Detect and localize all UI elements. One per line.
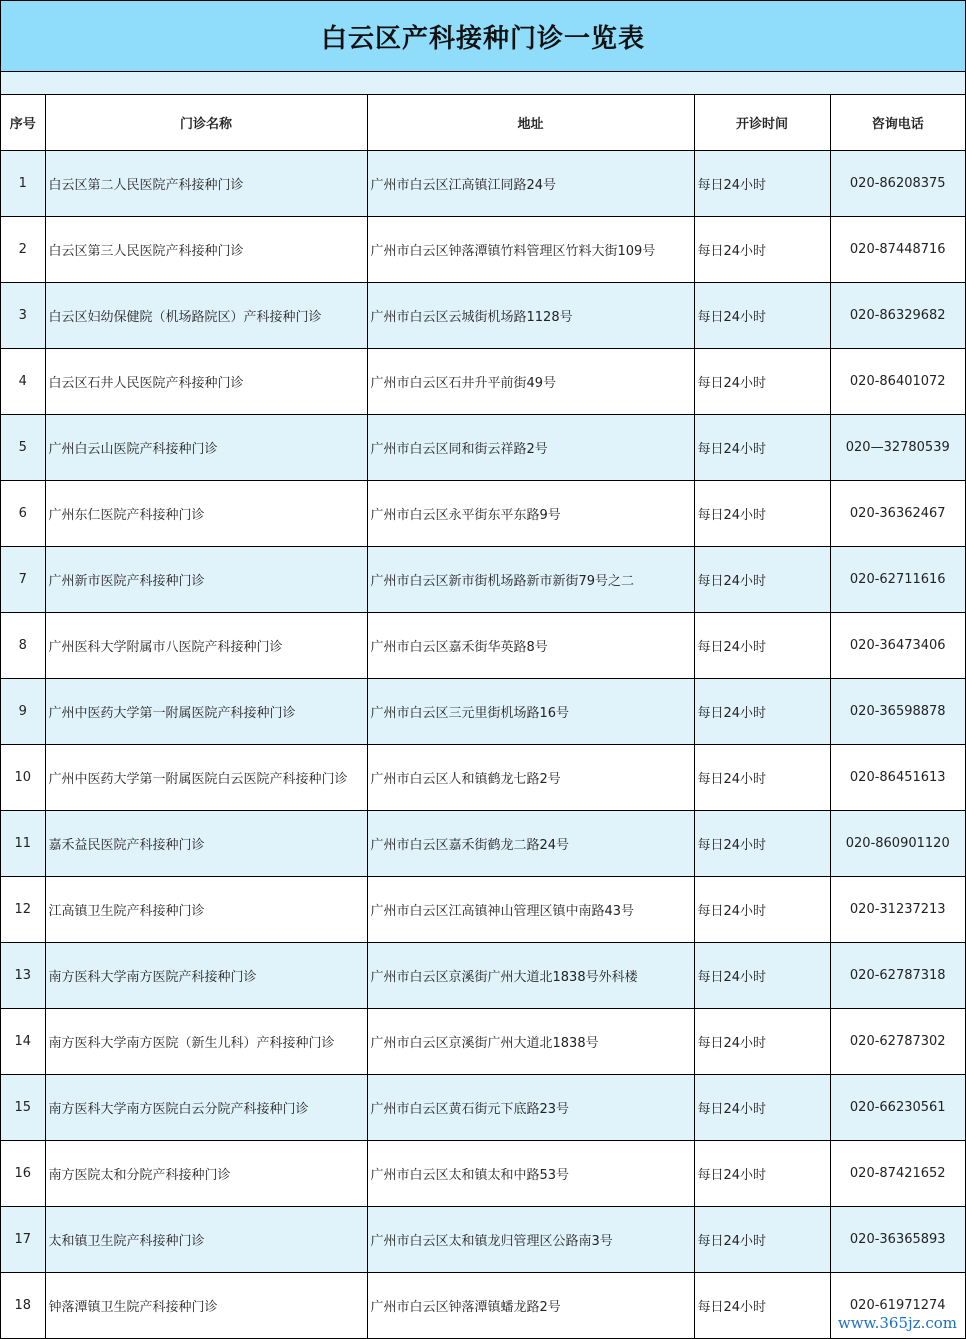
phone-cell: 020-36598878 [830,679,965,745]
hours-cell: 每日24小时 [694,283,830,349]
row-index-cell: 2 [1,217,45,283]
clinic-name-cell: 广州白云山医院产科接种门诊 [45,415,367,481]
row-index-cell: 18 [1,1273,45,1339]
table-row [1,1141,965,1207]
header-phone: 咨询电话 [830,95,965,151]
phone-cell: 020-860901120 [830,811,965,877]
clinic-name-cell: 南方医科大学南方医院白云分院产科接种门诊 [45,1075,367,1141]
hours-cell: 每日24小时 [694,877,830,943]
phone-cell: 020-66230561 [830,1075,965,1141]
table-row [1,679,965,745]
table-row [1,1009,965,1075]
clinic-table [1,95,965,1339]
row-index-cell: 17 [1,1207,45,1273]
hours-cell: 每日24小时 [694,481,830,547]
address-cell: 广州市白云区嘉禾街华英路8号 [367,613,694,679]
clinic-name-cell: 广州新市医院产科接种门诊 [45,547,367,613]
phone-cell: 020-62787302 [830,1009,965,1075]
phone-cell: 020-36362467 [830,481,965,547]
row-index-cell: 4 [1,349,45,415]
hours-cell: 每日24小时 [694,151,830,217]
phone-cell: 020-61971274 [830,1273,965,1339]
phone-cell: 020-87421652 [830,1141,965,1207]
address-cell: 广州市白云区钟落潭镇竹料管理区竹料大街109号 [367,217,694,283]
hours-cell: 每日24小时 [694,1075,830,1141]
address-cell: 广州市白云区江高镇神山管理区镇中南路43号 [367,877,694,943]
table-row [1,745,965,811]
address-cell: 广州市白云区京溪街广州大道北1838号 [367,1009,694,1075]
address-cell: 广州市白云区太和镇太和中路53号 [367,1141,694,1207]
clinic-name-cell: 广州中医药大学第一附属医院白云医院产科接种门诊 [45,745,367,811]
phone-cell: 020-36473406 [830,613,965,679]
title-bar [1,0,965,72]
phone-cell: 020-86451613 [830,745,965,811]
page-title: 白云区产科接种门诊一览表 [320,23,645,54]
phone-cell: 020-86208375 [830,151,965,217]
hours-cell: 每日24小时 [694,811,830,877]
row-index-cell: 1 [1,151,45,217]
hours-cell: 每日24小时 [694,679,830,745]
table-row [1,349,965,415]
hours-cell: 每日24小时 [694,1141,830,1207]
address-cell: 广州市白云区太和镇龙归管理区公路南3号 [367,1207,694,1273]
row-index-cell: 15 [1,1075,45,1141]
phone-cell: 020—32780539 [830,415,965,481]
hours-cell: 每日24小时 [694,349,830,415]
address-cell: 广州市白云区云城街机场路1128号 [367,283,694,349]
row-index-cell: 16 [1,1141,45,1207]
phone-cell: 020-62711616 [830,547,965,613]
header-address: 地址 [367,95,694,151]
phone-cell: 020-36365893 [830,1207,965,1273]
clinic-name-cell: 广州中医药大学第一附属医院产科接种门诊 [45,679,367,745]
hours-cell: 每日24小时 [694,217,830,283]
row-index-cell: 7 [1,547,45,613]
phone-cell: 020-86401072 [830,349,965,415]
table-row [1,283,965,349]
address-cell: 广州市白云区嘉禾街鹤龙二路24号 [367,811,694,877]
clinic-name-cell: 江高镇卫生院产科接种门诊 [45,877,367,943]
table-row [1,217,965,283]
address-cell: 广州市白云区石井升平前街49号 [367,349,694,415]
address-cell: 广州市白云区同和街云祥路2号 [367,415,694,481]
row-index-cell: 5 [1,415,45,481]
clinic-name-cell: 广州东仁医院产科接种门诊 [45,481,367,547]
spacer-row [1,72,965,95]
hours-cell: 每日24小时 [694,943,830,1009]
clinic-name-cell: 白云区第二人民医院产科接种门诊 [45,151,367,217]
header-index: 序号 [1,95,45,151]
address-cell: 广州市白云区人和镇鹤龙七路2号 [367,745,694,811]
phone-cell: 020-87448716 [830,217,965,283]
row-index-cell: 10 [1,745,45,811]
address-cell: 广州市白云区三元里街机场路16号 [367,679,694,745]
table-row [1,943,965,1009]
row-index-cell: 6 [1,481,45,547]
hours-cell: 每日24小时 [694,547,830,613]
watermark: www.365jz.com [835,1313,960,1333]
table-row [1,811,965,877]
row-index-cell: 13 [1,943,45,1009]
clinic-name-cell: 南方医院太和分院产科接种门诊 [45,1141,367,1207]
hours-cell: 每日24小时 [694,1207,830,1273]
clinic-name-cell: 钟落潭镇卫生院产科接种门诊 [45,1273,367,1339]
row-index-cell: 3 [1,283,45,349]
hours-cell: 每日24小时 [694,1009,830,1075]
header-name: 门诊名称 [45,95,367,151]
table-row [1,1273,965,1339]
table-row [1,415,965,481]
address-cell: 广州市白云区永平街东平东路9号 [367,481,694,547]
clinic-name-cell: 南方医科大学南方医院产科接种门诊 [45,943,367,1009]
phone-cell: 020-62787318 [830,943,965,1009]
header-hours: 开诊时间 [694,95,830,151]
table-row [1,547,965,613]
row-index-cell: 11 [1,811,45,877]
row-index-cell: 14 [1,1009,45,1075]
table-row [1,481,965,547]
hours-cell: 每日24小时 [694,1273,830,1339]
clinic-name-cell: 太和镇卫生院产科接种门诊 [45,1207,367,1273]
address-cell: 广州市白云区新市街机场路新市新街79号之二 [367,547,694,613]
clinic-name-cell: 广州医科大学附属市八医院产科接种门诊 [45,613,367,679]
table-body [1,151,965,1339]
address-cell: 广州市白云区钟落潭镇蟠龙路2号 [367,1273,694,1339]
table-row [1,1075,965,1141]
address-cell: 广州市白云区京溪街广州大道北1838号外科楼 [367,943,694,1009]
table-row [1,613,965,679]
phone-cell: 020-86329682 [830,283,965,349]
clinic-name-cell: 白云区石井人民医院产科接种门诊 [45,349,367,415]
address-cell: 广州市白云区江高镇江同路24号 [367,151,694,217]
hours-cell: 每日24小时 [694,613,830,679]
table-row [1,1207,965,1273]
row-index-cell: 8 [1,613,45,679]
clinic-name-cell: 嘉禾益民医院产科接种门诊 [45,811,367,877]
clinic-name-cell: 南方医科大学南方医院（新生儿科）产科接种门诊 [45,1009,367,1075]
table-row [1,877,965,943]
row-index-cell: 9 [1,679,45,745]
clinic-name-cell: 白云区妇幼保健院（机场路院区）产科接种门诊 [45,283,367,349]
hours-cell: 每日24小时 [694,745,830,811]
header-row [1,95,965,151]
address-cell: 广州市白云区黄石街元下底路23号 [367,1075,694,1141]
row-index-cell: 12 [1,877,45,943]
phone-cell: 020-31237213 [830,877,965,943]
hours-cell: 每日24小时 [694,415,830,481]
clinic-name-cell: 白云区第三人民医院产科接种门诊 [45,217,367,283]
table-row [1,151,965,217]
